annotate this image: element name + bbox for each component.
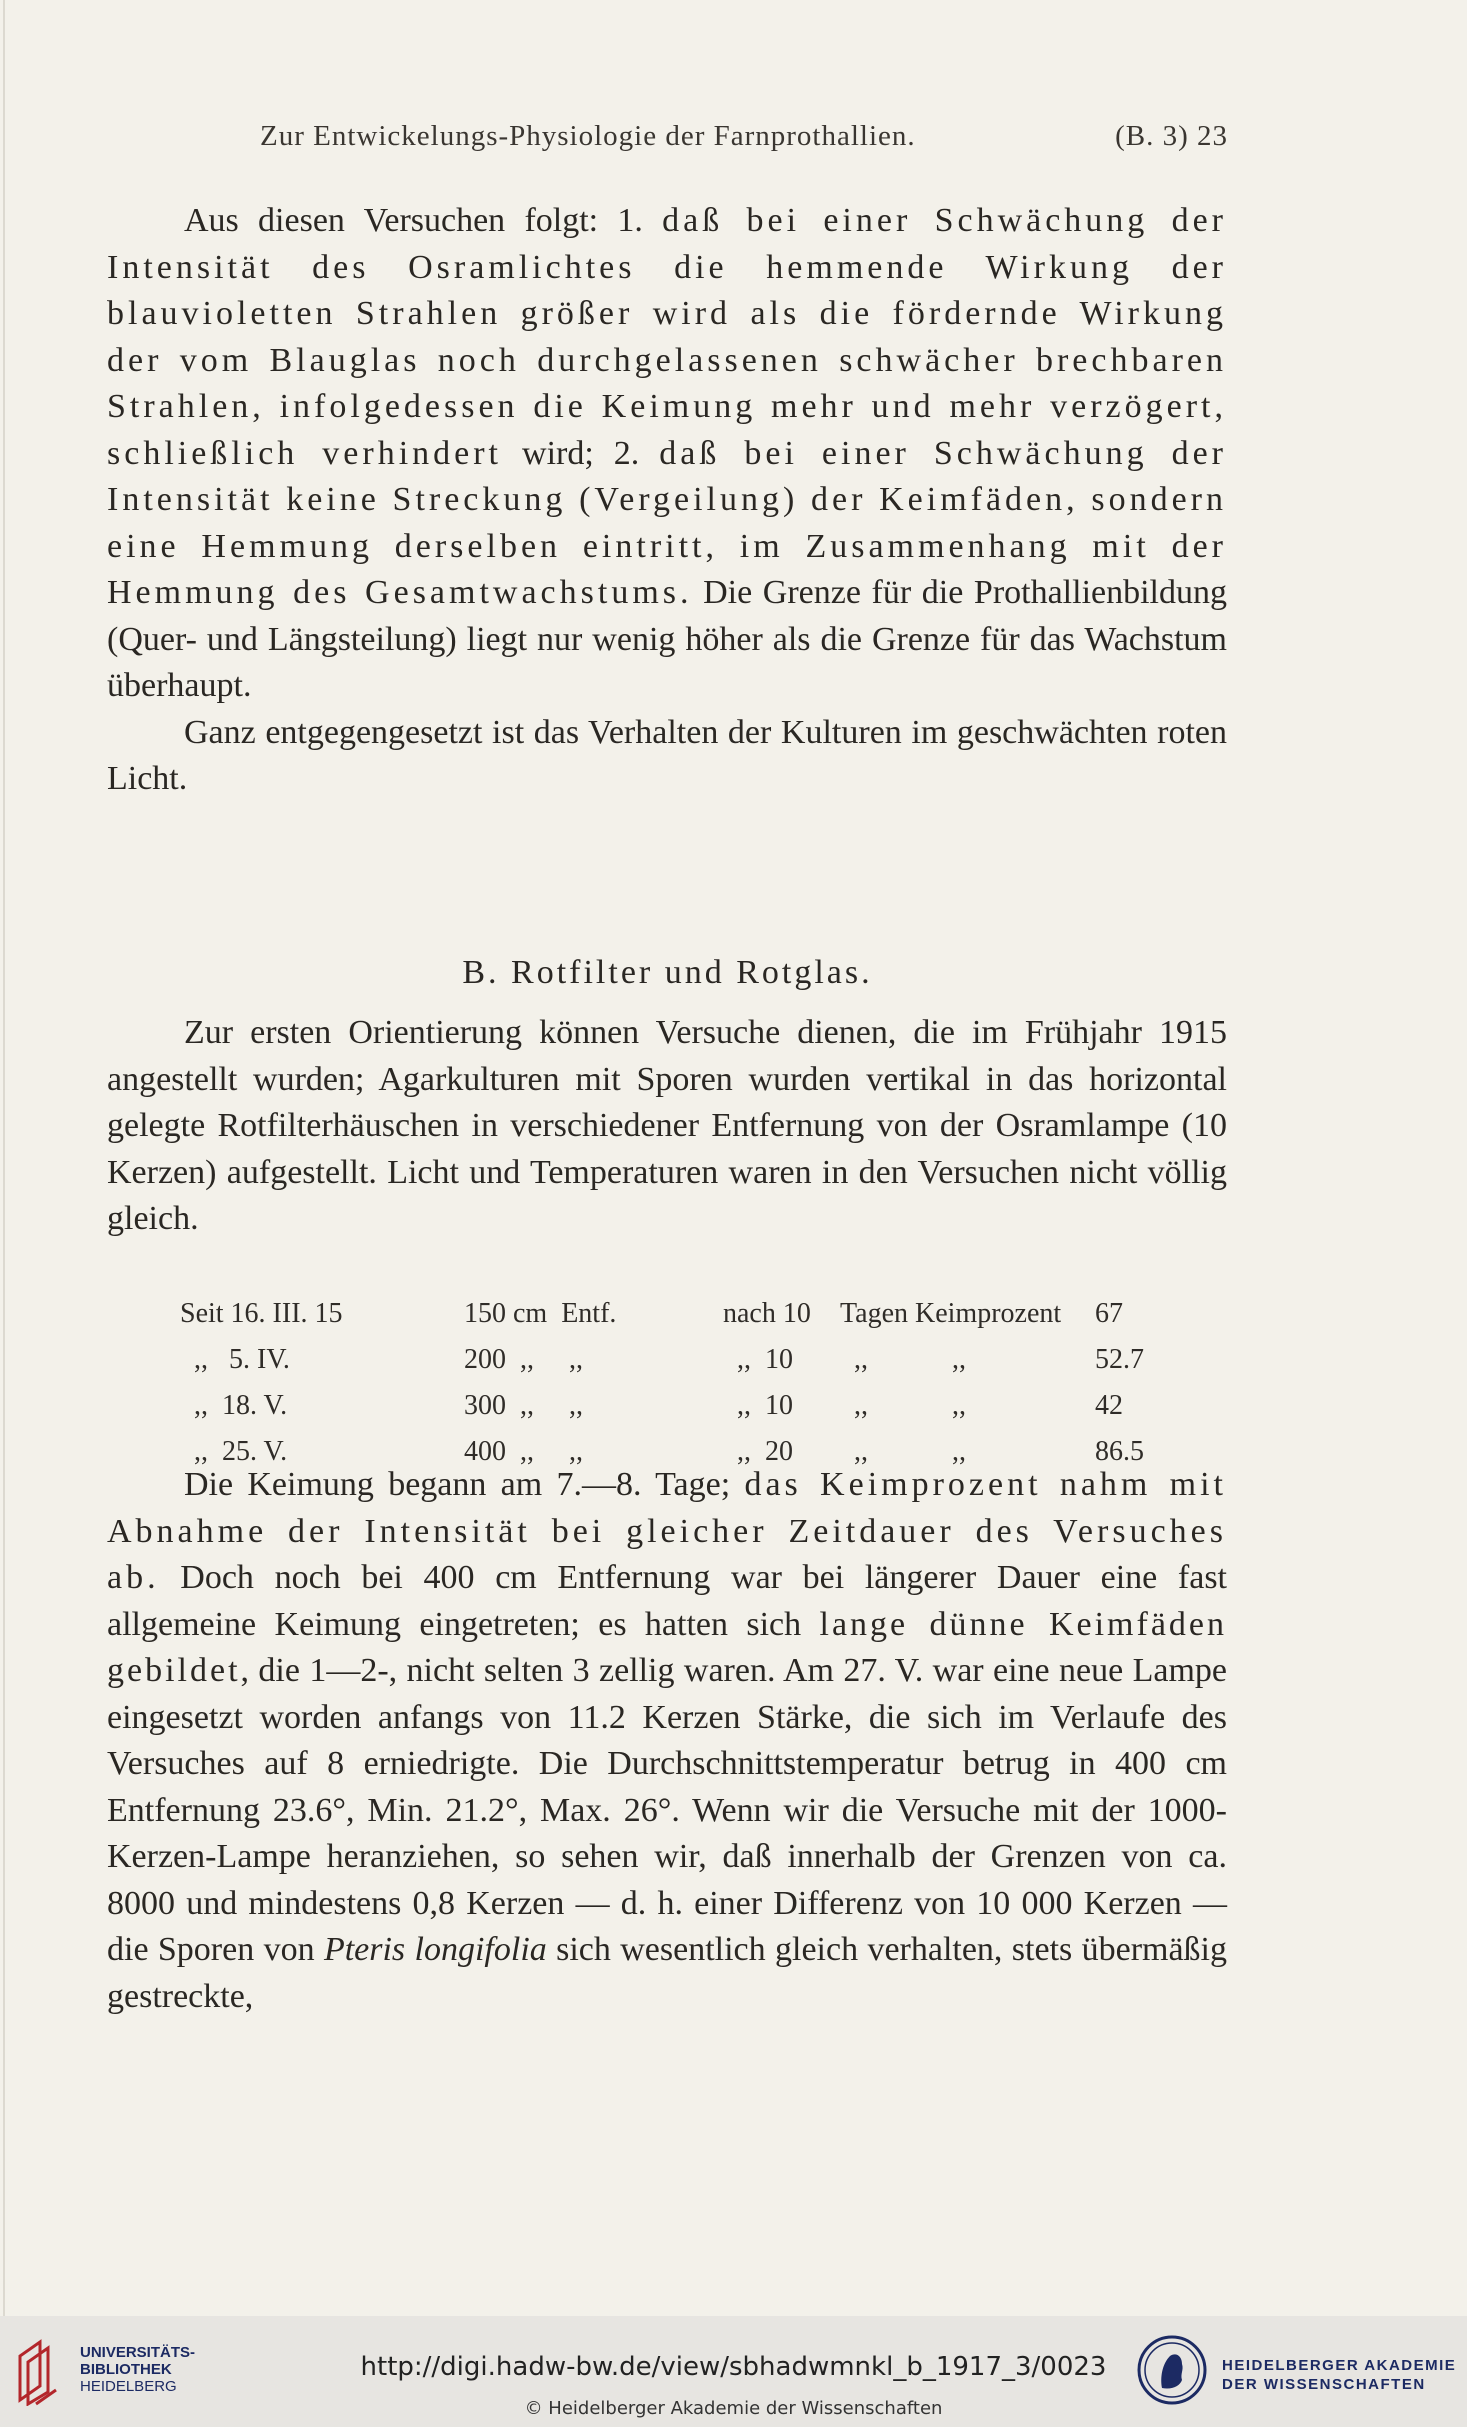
para1-text-3: Die Grenze für die Prothallienbildung (Quer- und Längsteilung) liegt nur wenig höher als die Grenze für das Wachstum überhaupt. xyxy=(107,574,1228,704)
para1-text-2: wird; 2. xyxy=(502,434,660,472)
paragraph-conclusions xyxy=(107,198,1227,710)
cell-percent: 42 xyxy=(1095,1390,1123,1421)
section-heading: B. Rotfilter und Rotglas. xyxy=(462,954,873,991)
running-title: Zur Entwickelungs-Physiologie der Farnprothallien. xyxy=(260,120,916,152)
cell-days: nach 10 xyxy=(723,1298,811,1329)
para4-spaced-1: das Keimprozent nahm mit Abnahme der Intensität bei gleicher Zeitdauer des Versuches ab. xyxy=(107,1466,1227,1596)
cell-date: ,, 5. IV. xyxy=(180,1344,290,1375)
cell-percent: 52.7 xyxy=(1095,1344,1144,1375)
permalink-url[interactable]: http://digi.hadw-bw.de/view/sbhadwmnkl_b_1917_3/0023 xyxy=(360,2352,1107,2382)
ub-line-3: HEIDELBERG xyxy=(80,2378,177,2395)
para1-text: Aus diesen Versuchen folgt: 1. xyxy=(184,202,663,239)
scan-edge xyxy=(3,0,5,2316)
cell-distance: 200 ,, ,, xyxy=(464,1344,583,1375)
para4-text: Die Keimung begann am 7.—8. Tage; xyxy=(184,1466,745,1503)
cell-label: ,, ,, xyxy=(840,1344,966,1375)
page-reference: (B. 3) 23 xyxy=(1115,120,1228,152)
para1-spaced-1: daß bei einer Schwächung der Intensität des Osramlichtes die hemmende Wirkung der blauvioletten Strahlen größer wird als die fördernde Wirkung der vom Blauglas noch durchgelassenen schwächer brechbaren Strahlen, infolgedessen die Keimung mehr und mehr verzögert, schließlich verhindert xyxy=(107,202,1227,472)
body-text-top xyxy=(107,198,1227,803)
para1-spaced-2: daß bei einer Schwächung der Intensität keine Streckung (Vergeilung) der Keimfäden, sondern eine Hemmung derselben eintritt, im Zusammenhang mit der Hemmung des Gesamtwachstums. xyxy=(107,434,1227,611)
paragraph-red-light: Ganz entgegengesetzt ist das Verhalten der Kulturen im geschwächten roten Licht. xyxy=(107,713,1227,797)
academy-line-2: DER WISSENSCHAFTEN xyxy=(1222,2376,1426,2393)
species-name: Pteris longifolia xyxy=(323,1931,547,1968)
cell-date: ,, 25. V. xyxy=(180,1436,288,1467)
academy-name xyxy=(1222,2356,1456,2394)
para4-text-3: , die 1—2-, nicht selten 3 zellig waren. Am 27. V. war eine neue Lampe eingesetzt worden anfangs von 11.2 Kerzen Stärke, die sich im Verlaufe des Versuches auf 8 erniedrigte. Die Durchschnittstemperatur betrug in 400 cm Entfernung 23.6°, Min. 21.2°, Max. 26°. Wenn wir die Versuche mit der 1000-Kerzen-Lampe heranziehen, so sehen wir, daß innerhalb der Grenzen von ca. 8000 und mindestens 0,8 Kerzen — d. h. einer Differenz von 10 000 Kerzen — die Sporen von xyxy=(107,1652,1227,1968)
cell-days: ,, 10 xyxy=(723,1390,793,1421)
cell-percent: 86.5 xyxy=(1095,1436,1144,1467)
ub-line-2: BIBLIOTHEK xyxy=(80,2361,172,2378)
cell-distance: 300 ,, ,, xyxy=(464,1390,583,1421)
body-text-middle xyxy=(107,1010,1227,1243)
cell-label: ,, ,, xyxy=(840,1390,966,1421)
para4-text-2: Doch noch bei 400 cm Entfernung war bei längerer Dauer eine fast allgemeine Keimung eingetreten; es hatten sich xyxy=(107,1559,1227,1643)
ub-line-1: UNIVERSITÄTS- xyxy=(80,2344,196,2361)
para4-spaced-2: lange dünne Keimfäden gebildet xyxy=(107,1605,1228,1689)
body-text-bottom xyxy=(107,1462,1227,2020)
footer-bar xyxy=(0,2316,1467,2427)
cell-date: Seit 16. III. 15 xyxy=(180,1298,343,1329)
academy-line-1: HEIDELBERGER AKADEMIE xyxy=(1222,2357,1457,2374)
cell-days: ,, 20 xyxy=(723,1436,793,1467)
cell-date: ,, 18. V. xyxy=(180,1390,288,1421)
copyright-notice: © Heidelberger Akademie der Wissenschaften xyxy=(524,2398,943,2419)
cell-distance: 150 cm Entf. xyxy=(464,1298,617,1329)
paragraph-germination xyxy=(107,1462,1227,2020)
cell-label: ,, ,, xyxy=(840,1436,966,1467)
paragraph-orientation: Zur ersten Orientierung können Versuche dienen, die im Frühjahr 1915 angestellt wurden; Agarkulturen mit Sporen wurden vertikal in das horizontal gelegte Rotfilterhäuschen in verschiedener Entfernung von der Osramlampe (10 Kerzen) aufgestellt. Licht und Temperaturen waren in den Versuchen nicht völlig gleich. xyxy=(107,1014,1227,1237)
cell-distance: 400 ,, ,, xyxy=(464,1436,583,1467)
cell-label: Tagen Keimprozent xyxy=(840,1298,1062,1329)
cell-percent: 67 xyxy=(1095,1298,1123,1329)
academy-seal-icon xyxy=(1136,2334,1208,2406)
cell-days: ,, 10 xyxy=(723,1344,793,1375)
para4-text-4: sich wesentlich gleich verhalten, stets übermäßig gestreckte, xyxy=(107,1931,1228,2015)
